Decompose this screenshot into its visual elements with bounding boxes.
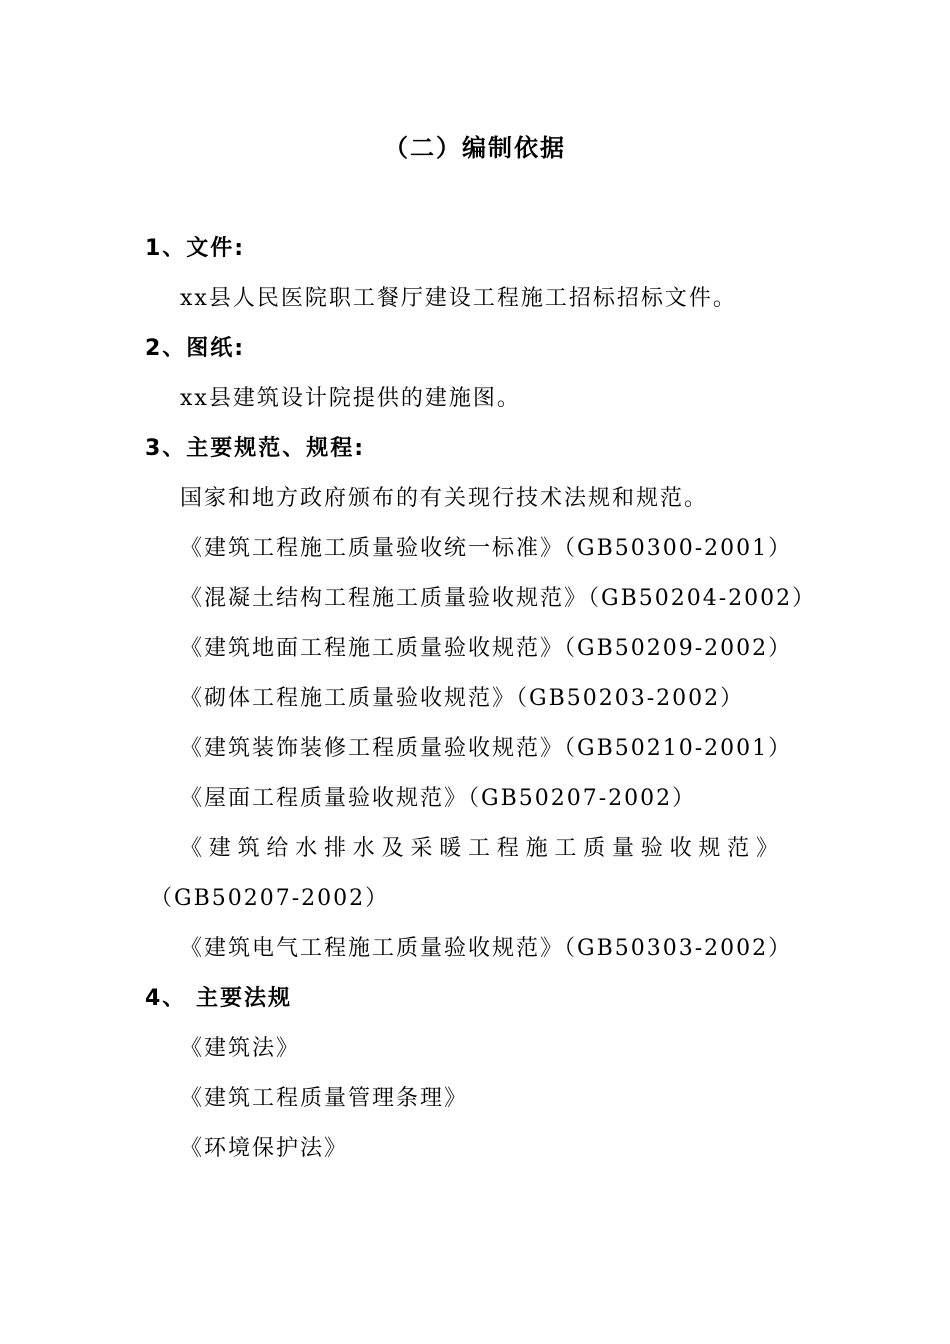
- regulation-item: 《建筑工程质量管理条理》: [180, 1086, 469, 1111]
- standard-item: 《建筑工程施工质量验收统一标准》（GB50300-2001）: [180, 536, 793, 561]
- section-heading-files: 1、文件:: [145, 236, 246, 261]
- standard-item: 《屋面工程质量验收规范》（GB50207-2002）: [180, 786, 697, 811]
- page-title: （二）编制依据: [384, 134, 566, 162]
- drawings-item: xx县建筑设计院提供的建施图。: [180, 386, 521, 411]
- standards-intro: 国家和地方政府颁布的有关现行技术法规和规范。: [180, 486, 709, 511]
- standard-item: 《建筑地面工程施工质量验收规范》（GB50209-2002）: [180, 636, 793, 661]
- standard-item: 《砌体工程施工质量验收规范》（GB50203-2002）: [180, 686, 745, 711]
- standard-item: 《建筑电气工程施工质量验收规范》（GB50303-2002）: [180, 936, 793, 961]
- standard-item: 《混凝土结构工程施工质量验收规范》（GB50204-2002）: [180, 586, 817, 611]
- regulation-item: 《建筑法》: [180, 1036, 301, 1061]
- files-item: xx县人民医院职工餐厅建设工程施工招标招标文件。: [180, 286, 737, 311]
- section-heading-regulations: 4、 主要法规: [145, 986, 292, 1011]
- section-heading-drawings: 2、图纸:: [145, 336, 246, 361]
- standard-item: 《建筑装饰装修工程质量验收规范》（GB50210-2001）: [180, 736, 793, 761]
- standard-item-continuation: （GB50207-2002）: [150, 886, 390, 911]
- standard-item: 《建筑给水排水及采暖工程施工质量验收规范》: [180, 836, 780, 861]
- regulation-item: 《环境保护法》: [180, 1136, 349, 1161]
- section-heading-standards: 3、主要规范、规程:: [145, 436, 366, 461]
